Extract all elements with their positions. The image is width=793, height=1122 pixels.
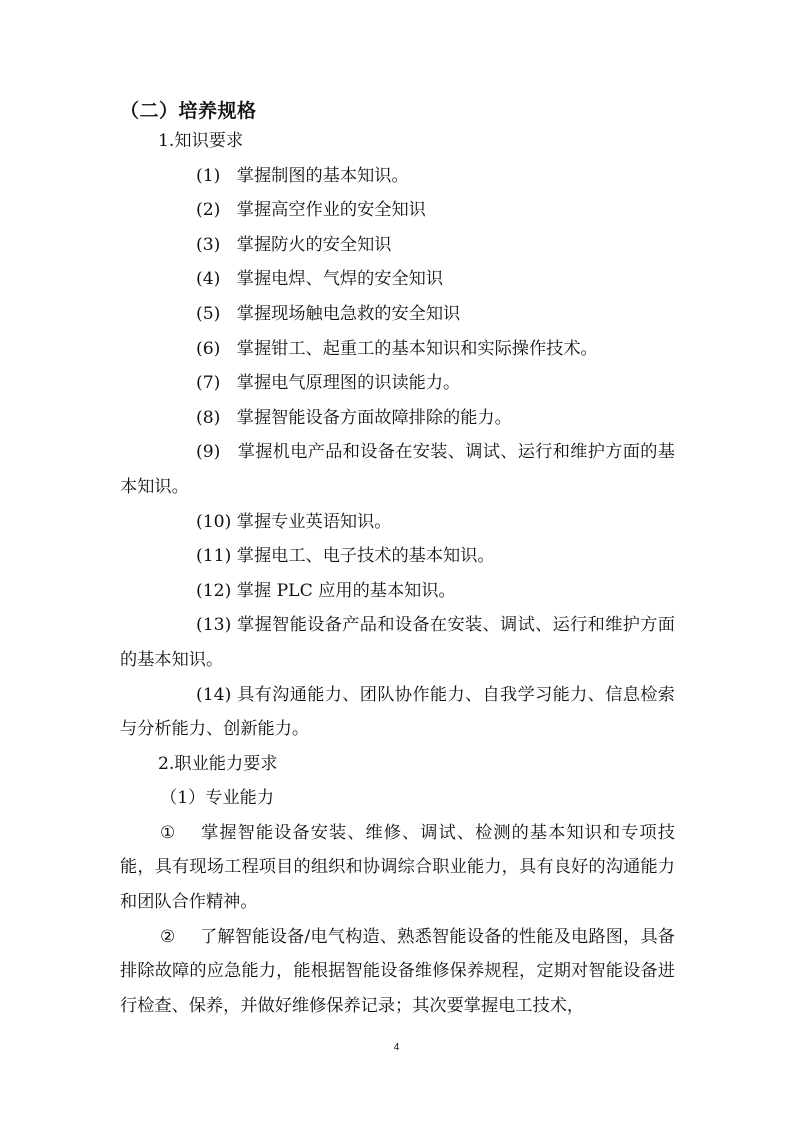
knowledge-item [120,159,675,194]
item-text: 掌握智能设备方面故障排除的能力。 [236,407,512,428]
knowledge-item [120,262,675,297]
item-text: 掌握 PLC 应用的基本知识。 [236,580,456,601]
knowledge-item [120,505,675,540]
item-number: (11) [196,546,232,567]
item-number: (1) [196,165,221,186]
item-number: (6) [196,338,221,359]
item-number: ② [160,926,176,947]
item-number: (3) [196,234,221,255]
item-number: (14) [196,684,232,705]
knowledge-item [120,228,675,263]
knowledge-item [120,678,675,747]
knowledge-item [120,193,675,228]
item-text: 具有沟通能力、团队协作能力、自我学习能力、信息检索与分析能力、创新能力。 [120,684,675,740]
page-number: 4 [393,1042,400,1053]
content-body [120,124,675,1023]
item-number: (4) [196,269,221,290]
item-number: (2) [196,200,221,221]
item-number: (13) [196,615,232,636]
item-number: (10) [196,511,232,532]
knowledge-item [120,435,675,504]
ability-item [120,816,675,920]
item-text: 掌握机电产品和设备在安装、调试、运行和维护方面的基本知识。 [120,442,675,497]
knowledge-item [120,539,675,574]
knowledge-item [120,366,675,401]
item-number: (9) [196,442,221,463]
item-text: 掌握电工、电子技术的基本知识。 [236,546,495,567]
knowledge-item [120,574,675,609]
knowledge-item [120,332,675,367]
knowledge-item [120,401,675,436]
item-number: (8) [196,407,221,428]
item-text: 掌握专业英语知识。 [236,511,392,532]
section-title: （二）培养规格 [120,100,257,122]
item-text: 掌握高空作业的安全知识 [236,200,426,221]
knowledge-heading: 1.知识要求 [158,131,244,151]
knowledge-item [120,297,675,332]
item-number: ① [160,822,176,843]
item-text: 掌握钳工、起重工的基本知识和实际操作技术。 [236,338,598,359]
item-text: 掌握电气原理图的识读能力。 [236,373,461,394]
item-text: 掌握智能设备安装、维修、调试、检测的基本知识和专项技能，具有现场工程项目的组织和协调综合职业能力，具有良好的沟通能力和团队合作精神。 [120,822,675,913]
item-text: 掌握制图的基本知识。 [236,165,409,186]
item-number: (12) [196,580,232,601]
ability-subheading: （1）专业能力 [160,788,275,809]
ability-item [120,920,675,1024]
item-text: 掌握现场触电急救的安全知识 [236,303,461,324]
item-number: (7) [196,373,221,394]
item-text: 掌握电焊、气焊的安全知识 [236,269,444,290]
item-text: 掌握防火的安全知识 [236,234,392,255]
item-number: (5) [196,303,221,324]
item-text: 了解智能设备/电气构造、熟悉智能设备的性能及电路图，具备排除故障的应急能力，能根据智能设备维修保养规程，定期对智能设备进行检查、保养，并做好维修保养记录；其次要掌握电工技术， [120,926,675,1016]
knowledge-item [120,608,675,677]
item-text: 掌握智能设备产品和设备在安装、调试、运行和维护方面的基本知识。 [120,615,675,670]
ability-heading: 2.职业能力要求 [158,753,278,774]
